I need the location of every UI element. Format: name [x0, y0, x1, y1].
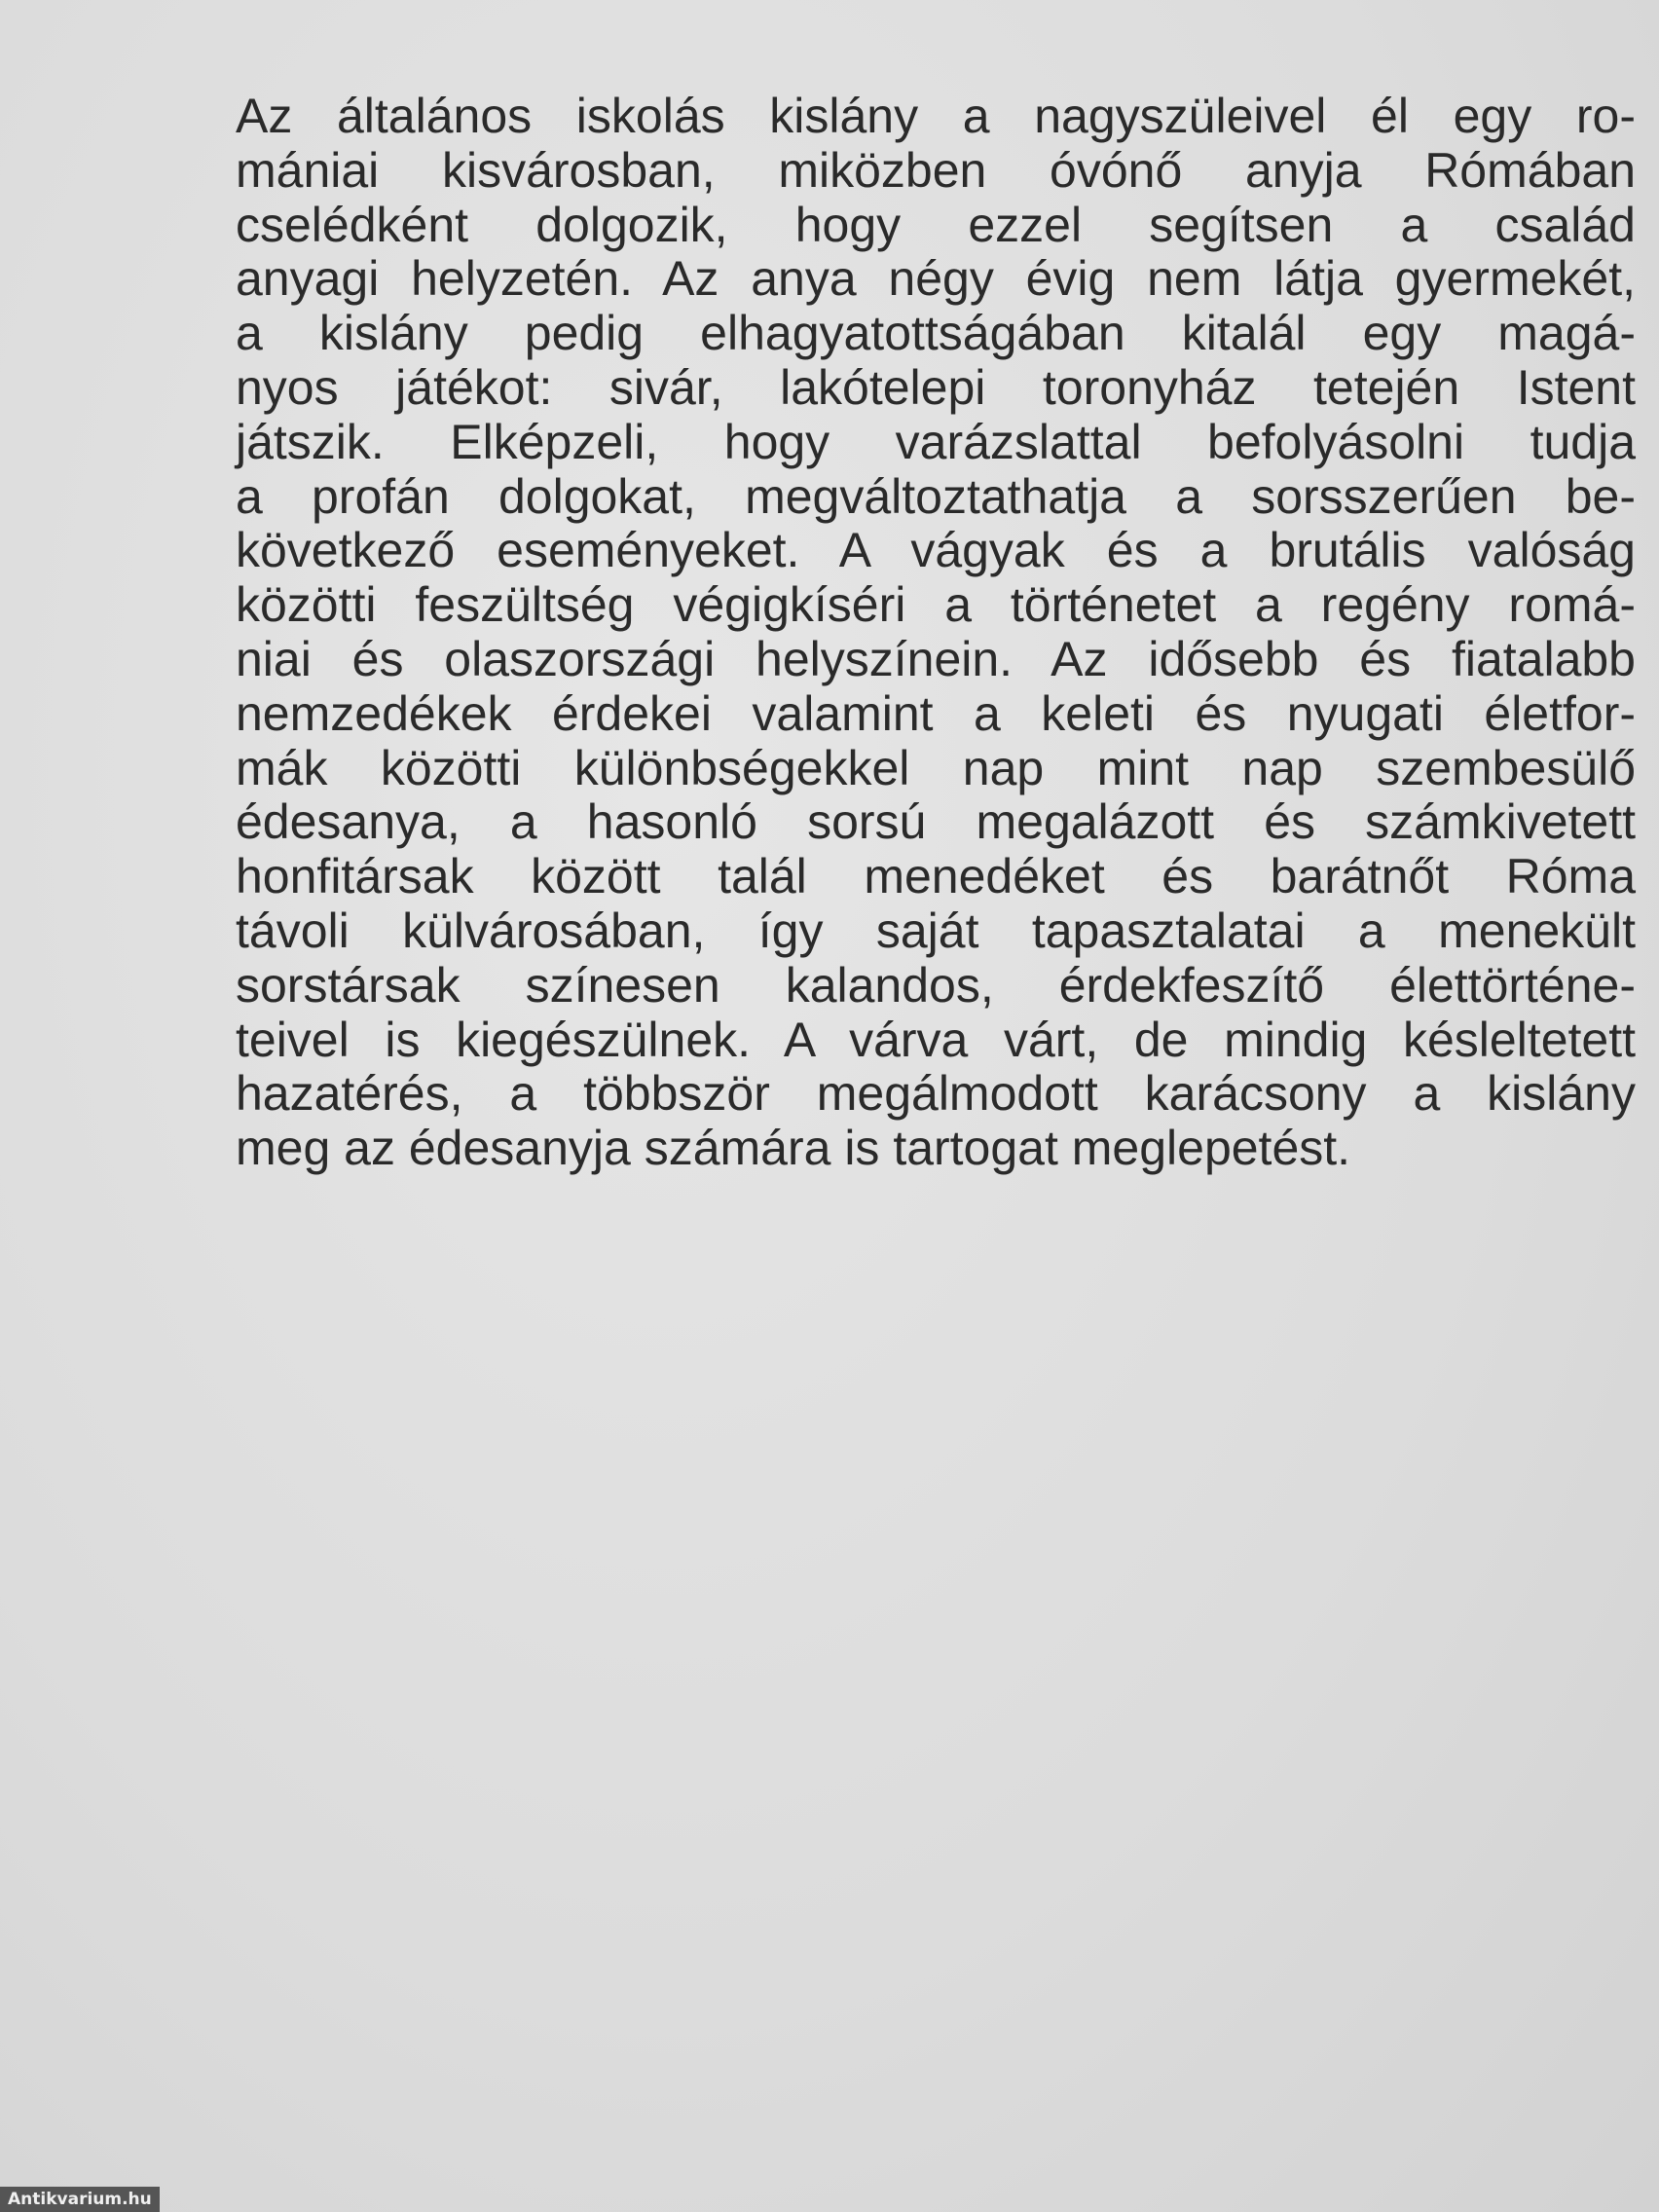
blurb-line-10: közötti feszültség végigkíséri a történetet a regény romá-: [236, 577, 1636, 633]
blurb-line-20: meg az édesanyja számára is tartogat meglepetést.: [236, 1121, 1351, 1176]
blurb-line-8: a profán dolgokat, megváltoztathatja a sorsszerűen be-: [236, 468, 1636, 524]
blurb-line-12: nemzedékek érdekei valamint a keleti és nyugati életfor-: [236, 685, 1636, 741]
blurb-line-1: Az általános iskolás kislány a nagyszüleivel él egy ro-: [236, 89, 1636, 143]
blurb-line-6: nyos játékot: sivár, lakótelepi toronyház tetején Istent: [236, 359, 1636, 415]
blurb-line-7: játszik. Elképzeli, hogy varázslattal befolyásolni tudja: [236, 414, 1636, 469]
blurb-line-3: cselédként dolgozik, hogy ezzel segítsen a család: [236, 197, 1636, 252]
blurb-line-4: anyagi helyzetén. Az anya négy évig nem látja gyermekét,: [236, 251, 1636, 307]
blurb-line-16: távoli külvárosában, így saját tapasztalatai a menekült: [236, 903, 1636, 958]
blurb-line-14: édesanya, a hasonló sorsú megalázott és számkivetett: [236, 794, 1636, 850]
blurb-line-9: következő eseményeket. A vágyak és a brutális valóság: [236, 523, 1636, 578]
watermark-label: Antikvarium.hu: [0, 2187, 160, 2212]
blurb-line-19: hazatérés, a többször megálmodott karácsony a kislány: [236, 1066, 1636, 1122]
blurb-line-18: teivel is kiegészülnek. A várva várt, de mindig késleltetett: [236, 1012, 1636, 1067]
blurb-line-5: a kislány pedig elhagyatottságában kitalál egy magá-: [236, 306, 1636, 361]
blurb-line-2: mániai kisvárosban, miközben óvónő anyja Rómában: [236, 142, 1636, 198]
book-blurb-paragraph: [236, 90, 1636, 1176]
blurb-line-13: mák közötti különbségekkel nap mint nap szembesülő: [236, 740, 1636, 795]
blurb-line-11: niai és olaszországi helyszínein. Az idősebb és fiatalabb: [236, 631, 1636, 686]
blurb-line-17: sorstársak színesen kalandos, érdekfeszítő élettörténe-: [236, 957, 1636, 1013]
blurb-line-15: honfitársak között talál menedéket és barátnőt Róma: [236, 849, 1636, 904]
